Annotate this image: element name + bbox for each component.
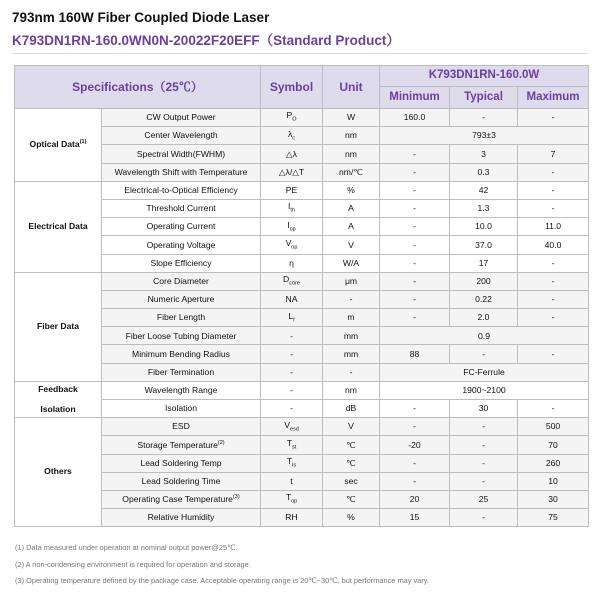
parameter-name: Lead Soldering Time [141, 476, 221, 487]
header-symbol: Symbol [261, 66, 323, 109]
value-min-cell: - [380, 309, 450, 327]
unit-cell: μm [323, 272, 380, 290]
value-min-cell: 160.0 [380, 109, 450, 127]
table-row [15, 109, 589, 127]
value-max-cell: 260 [518, 454, 589, 472]
category-label: Fiber Data [36, 320, 80, 331]
symbol-cell [261, 163, 323, 181]
value-max-cell: - [518, 199, 589, 217]
symbol-subscript: th [290, 208, 295, 215]
symbol-main: T [286, 437, 292, 448]
table-row [15, 309, 589, 327]
value-max-cell: 40.0 [518, 236, 589, 254]
unit-cell: ℃ [323, 490, 380, 508]
symbol-cell [261, 327, 323, 345]
value-max-cell: - [518, 109, 589, 127]
symbol-main: △λ/△T [278, 166, 305, 177]
symbol-cell [261, 509, 323, 527]
header-typical: Typical [450, 87, 518, 109]
unit-cell: % [323, 509, 380, 527]
value-max-cell: - [518, 345, 589, 363]
parameter-footnote-ref: (3) [232, 494, 240, 501]
header-model: K793DN1RN-160.0W [380, 66, 589, 87]
parameter-name: Core Diameter [153, 275, 209, 286]
unit-cell: mm [323, 345, 380, 363]
category-feedback-line-2: Isolation [40, 403, 76, 414]
table-row [15, 381, 589, 399]
value-min-cell: - [380, 236, 450, 254]
parameter-name: Minimum Bending Radius [132, 348, 230, 359]
category-fiber [15, 272, 102, 381]
symbol-cell [261, 218, 323, 236]
parameter-cell [102, 454, 261, 472]
value-min-cell: 15 [380, 509, 450, 527]
parameter-name: Operating Current [146, 221, 216, 232]
parameter-cell [102, 309, 261, 327]
value-max-cell: - [518, 400, 589, 418]
parameter-cell [102, 181, 261, 199]
value-min-cell: - [380, 290, 450, 308]
value-max-cell: - [518, 163, 589, 181]
value-max-cell: 11.0 [518, 218, 589, 236]
unit-cell: nm/℃ [323, 163, 380, 181]
table-row [15, 345, 589, 363]
symbol-main: P [286, 110, 293, 121]
parameter-cell [102, 490, 261, 508]
table-row [15, 418, 589, 436]
symbol-main: I [288, 201, 291, 212]
symbol-subscript: c [292, 135, 296, 142]
value-span-cell: 0.9 [380, 327, 589, 345]
value-min-cell: - [380, 145, 450, 163]
unit-cell: m [323, 309, 380, 327]
symbol-main: V [285, 237, 292, 248]
symbol-cell [261, 254, 323, 272]
parameter-cell [102, 218, 261, 236]
value-typ-cell: 3 [450, 145, 518, 163]
category-feedback [15, 381, 102, 417]
unit-cell: V [323, 418, 380, 436]
parameter-name: Wavelength Range [144, 385, 218, 396]
parameter-name: Center Wavelength [144, 130, 218, 141]
unit-cell: % [323, 181, 380, 199]
unit-cell: W/A [323, 254, 380, 272]
table-row [15, 290, 589, 308]
symbol-subscript: O [292, 117, 297, 124]
table-header-row-1 [15, 66, 589, 87]
value-typ-cell: 200 [450, 272, 518, 290]
value-min-cell: 88 [380, 345, 450, 363]
parameter-name: Isolation [164, 403, 197, 414]
parameter-name: Fiber Termination [147, 366, 215, 377]
value-typ-cell: 2.0 [450, 309, 518, 327]
parameter-name: Numeric Aperture [147, 294, 215, 305]
symbol-cell [261, 363, 323, 381]
value-typ-cell: 42 [450, 181, 518, 199]
value-typ-cell: - [450, 509, 518, 527]
table-row [15, 236, 589, 254]
parameter-name: Spectral Width(FWHM) [136, 148, 226, 159]
value-typ-cell: 37.0 [450, 236, 518, 254]
symbol-main: - [290, 330, 293, 341]
symbol-main: D [283, 274, 290, 285]
parameter-cell [102, 418, 261, 436]
unit-cell: ℃ [323, 454, 380, 472]
table-row [15, 363, 589, 381]
symbol-subscript: core [289, 280, 300, 287]
table-row [15, 472, 589, 490]
unit-cell: sec [323, 472, 380, 490]
parameter-cell [102, 272, 261, 290]
value-max-cell: 30 [518, 490, 589, 508]
value-max-cell: - [518, 272, 589, 290]
symbol-cell [261, 199, 323, 217]
unit-cell: A [323, 199, 380, 217]
category-electrical [15, 181, 102, 272]
parameter-cell [102, 236, 261, 254]
footnote-2: (2) A non-condensing environment is required for operation and storage. [15, 560, 251, 569]
value-min-cell: - [380, 254, 450, 272]
category-feedback-line-1: Feedback [38, 383, 78, 394]
parameter-name: Operating Voltage [146, 239, 216, 250]
footnote-3: (3) Operating temperature defined by the package case. Acceptable operating range is 20℃~30℃, but performance may vary. [15, 576, 429, 585]
symbol-cell [261, 290, 323, 308]
symbol-subscript: ls [292, 462, 297, 469]
symbol-main: NA [285, 294, 298, 305]
parameter-name: Threshold Current [146, 203, 216, 214]
category-others [15, 418, 102, 527]
symbol-main: η [289, 257, 294, 268]
parameter-cell [102, 381, 261, 399]
symbol-main: V [284, 419, 290, 430]
value-span-cell: 793±3 [380, 127, 589, 145]
symbol-main: T [285, 492, 292, 503]
parameter-name: Wavelength Shift with Temperature [114, 166, 248, 177]
parameter-cell [102, 400, 261, 418]
page-title: 793nm 160W Fiber Coupled Diode Laser [12, 10, 270, 25]
symbol-subscript: op [291, 244, 298, 251]
footnote-1: (1) Data measured under operation at nominal output power@25℃. [15, 543, 238, 552]
symbol-cell [261, 381, 323, 399]
parameter-cell [102, 127, 261, 145]
parameter-name: Slope Efficiency [150, 257, 212, 268]
table-row [15, 199, 589, 217]
parameter-cell [102, 509, 261, 527]
value-min-cell: - [380, 218, 450, 236]
table-row [15, 127, 589, 145]
value-min-cell: - [380, 181, 450, 199]
value-max-cell: 10 [518, 472, 589, 490]
symbol-main: I [287, 219, 290, 230]
parameter-cell [102, 199, 261, 217]
parameter-cell [102, 163, 261, 181]
value-min-cell: - [380, 272, 450, 290]
symbol-main: PE [285, 185, 298, 196]
parameter-cell [102, 436, 261, 454]
parameter-cell [102, 145, 261, 163]
value-max-cell: 75 [518, 509, 589, 527]
product-code-subtitle: K793DN1RN-160.0WN0N-20022F20EFF（Standard Product） [12, 33, 400, 48]
symbol-main: - [290, 385, 293, 396]
specifications-table [14, 65, 589, 527]
parameter-name: Electrical-to-Optical Efficiency [124, 185, 238, 196]
category-label: Optical Data [29, 139, 80, 150]
parameter-name: Relative Humidity [147, 512, 215, 523]
title-divider [12, 53, 588, 54]
value-min-cell: - [380, 454, 450, 472]
value-max-cell: - [518, 254, 589, 272]
value-typ-cell: - [450, 109, 518, 127]
value-typ-cell: 0.3 [450, 163, 518, 181]
unit-cell: nm [323, 127, 380, 145]
parameter-footnote-ref: (2) [217, 439, 225, 446]
symbol-cell [261, 309, 323, 327]
unit-cell: nm [323, 145, 380, 163]
symbol-cell [261, 418, 323, 436]
parameter-name: Storage Temperature [137, 439, 218, 450]
header-unit: Unit [323, 66, 380, 109]
symbol-subscript: op [289, 226, 296, 233]
parameter-name: ESD [172, 421, 190, 432]
value-typ-cell: - [450, 436, 518, 454]
symbol-cell [261, 436, 323, 454]
value-typ-cell: - [450, 472, 518, 490]
value-typ-cell: - [450, 454, 518, 472]
value-min-cell: - [380, 418, 450, 436]
value-max-cell: - [518, 290, 589, 308]
table-row [15, 272, 589, 290]
value-max-cell: 70 [518, 436, 589, 454]
unit-cell: A [323, 218, 380, 236]
value-typ-cell: - [450, 345, 518, 363]
symbol-cell [261, 345, 323, 363]
symbol-subscript: esd [289, 426, 299, 433]
parameter-cell [102, 327, 261, 345]
parameter-name: Fiber Length [156, 312, 206, 323]
unit-cell: V [323, 236, 380, 254]
unit-cell: mm [323, 327, 380, 345]
parameter-cell [102, 254, 261, 272]
parameter-cell [102, 345, 261, 363]
value-span-cell: 1900~2100 [380, 381, 589, 399]
category-label: Others [44, 466, 72, 477]
unit-cell: - [323, 363, 380, 381]
symbol-main: RH [285, 512, 298, 523]
symbol-main: L [288, 310, 294, 321]
value-span-cell: FC-Ferrule [380, 363, 589, 381]
unit-cell: ℃ [323, 436, 380, 454]
value-typ-cell: 30 [450, 400, 518, 418]
category-footnote-ref: (1) [79, 139, 87, 146]
table-row [15, 490, 589, 508]
value-max-cell: 500 [518, 418, 589, 436]
value-typ-cell: 17 [450, 254, 518, 272]
value-min-cell: - [380, 199, 450, 217]
symbol-cell [261, 109, 323, 127]
unit-cell: nm [323, 381, 380, 399]
symbol-cell [261, 272, 323, 290]
parameter-name: Fiber Loose Tubing Diameter [125, 330, 237, 341]
symbol-main: t [290, 476, 293, 487]
unit-cell: dB [323, 400, 380, 418]
symbol-subscript: st [291, 444, 297, 451]
header-specifications: Specifications（25℃） [15, 66, 261, 109]
value-typ-cell: 10.0 [450, 218, 518, 236]
table-row [15, 254, 589, 272]
table-row [15, 327, 589, 345]
symbol-cell [261, 145, 323, 163]
symbol-cell [261, 127, 323, 145]
symbol-main: - [290, 348, 293, 359]
parameter-cell [102, 290, 261, 308]
value-typ-cell: - [450, 418, 518, 436]
symbol-main: - [290, 403, 293, 414]
value-min-cell: -20 [380, 436, 450, 454]
symbol-cell [261, 236, 323, 254]
value-max-cell: 7 [518, 145, 589, 163]
symbol-main: △λ [286, 148, 297, 159]
category-label: Electrical Data [28, 220, 88, 231]
value-typ-cell: 1.3 [450, 199, 518, 217]
parameter-name: Lead Soldering Temp [140, 457, 222, 468]
symbol-cell [261, 472, 323, 490]
category-optical [15, 109, 102, 182]
table-row [15, 145, 589, 163]
symbol-subscript: op [291, 499, 298, 506]
value-min-cell: - [380, 472, 450, 490]
value-min-cell: 20 [380, 490, 450, 508]
header-maximum: Maximum [518, 87, 589, 109]
symbol-main: T [286, 456, 293, 467]
parameter-cell [102, 472, 261, 490]
table-row [15, 163, 589, 181]
header-minimum: Minimum [380, 87, 450, 109]
value-min-cell: - [380, 163, 450, 181]
unit-cell: - [323, 290, 380, 308]
value-max-cell: - [518, 309, 589, 327]
table-row [15, 400, 589, 418]
table-row [15, 454, 589, 472]
symbol-cell [261, 454, 323, 472]
unit-cell: W [323, 109, 380, 127]
table-row [15, 436, 589, 454]
symbol-main: - [290, 366, 293, 377]
symbol-main: λ [287, 128, 293, 139]
table-row [15, 218, 589, 236]
parameter-cell [102, 363, 261, 381]
value-typ-cell: 0.22 [450, 290, 518, 308]
symbol-subscript: f [293, 317, 295, 324]
symbol-cell [261, 181, 323, 199]
value-min-cell: - [380, 400, 450, 418]
symbol-cell [261, 490, 323, 508]
value-typ-cell: 25 [450, 490, 518, 508]
table-row [15, 509, 589, 527]
symbol-cell [261, 400, 323, 418]
parameter-cell [102, 109, 261, 127]
table-row [15, 181, 589, 199]
parameter-name: Operating Case Temperature [122, 494, 233, 505]
parameter-name: CW Output Power [146, 112, 216, 123]
value-max-cell: - [518, 181, 589, 199]
